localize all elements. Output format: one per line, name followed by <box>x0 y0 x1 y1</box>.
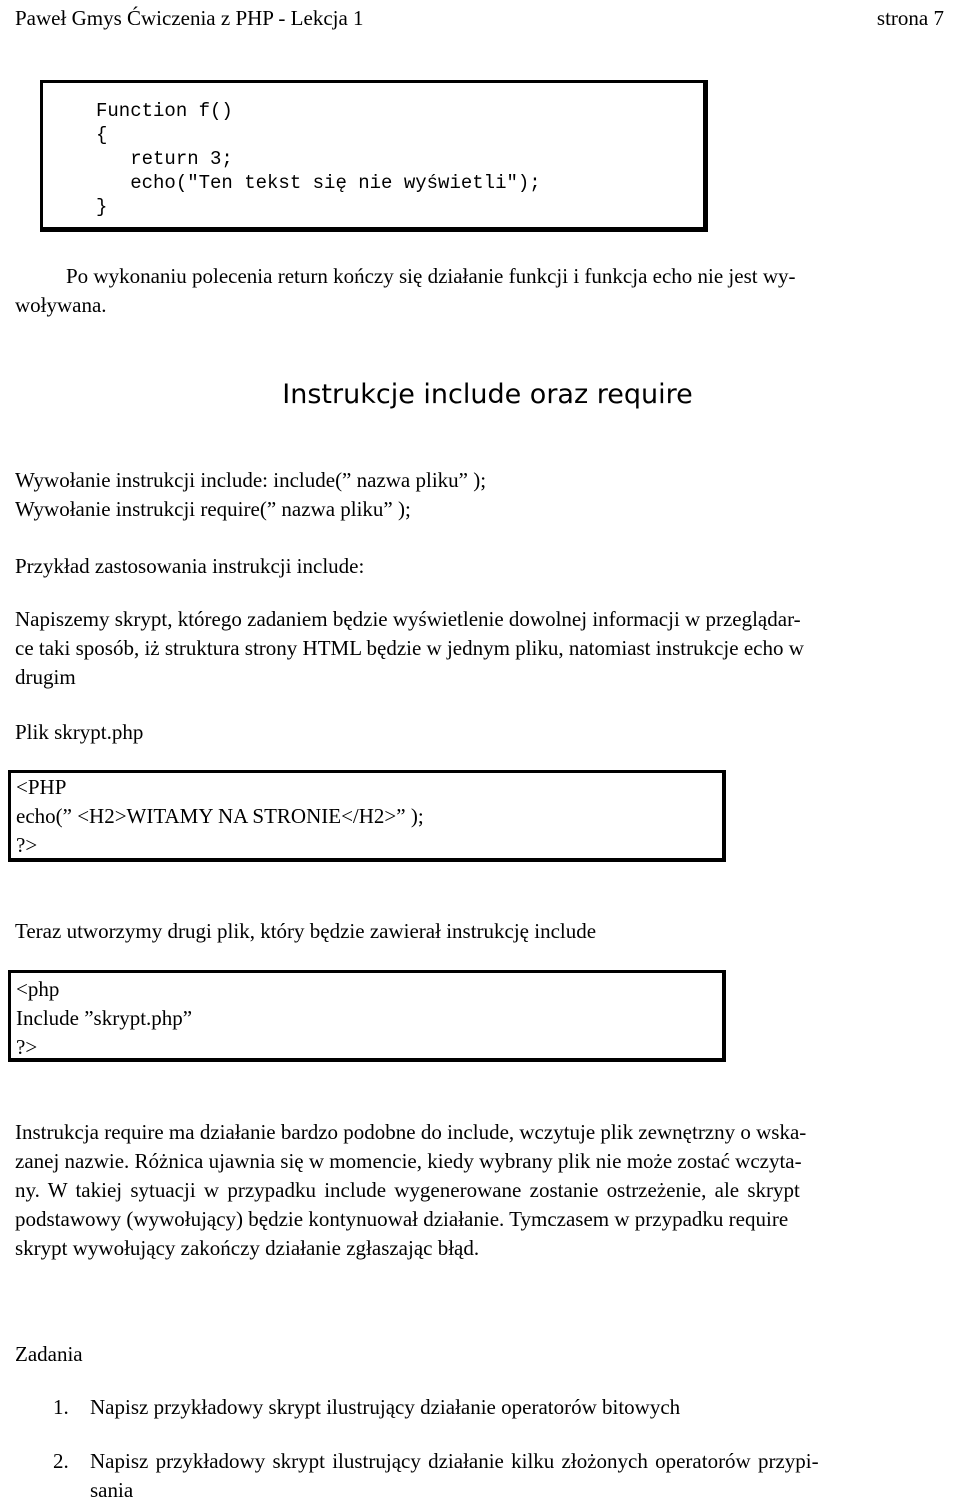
code-line: echo(” <H2>WITAMY NA STRONIE</H2>” ); <box>16 804 424 828</box>
return-note-line1: Po wykonaniu polecenia return kończy się działanie funkcji i funkcja echo nie jest wy- <box>66 264 796 288</box>
task-desc-line3: drugim <box>15 665 76 689</box>
require-desc-line5: skrypt wywołujący zakończy działanie zgłaszając błąd. <box>15 1236 480 1260</box>
task-desc-line1: Napiszemy skrypt, którego zadaniem będzie wyświetlenie dowolnej informacji w przeglądar- <box>15 607 801 631</box>
require-desc-line1: Instrukcja require ma działanie bardzo podobne do include, wczytuje plik zewnętrzny o wska- <box>15 1120 807 1144</box>
code-line: return 3; <box>96 148 233 170</box>
code-line: { <box>96 124 108 146</box>
include-syntax: Wywołanie instrukcji include: include(” nazwa pliku” ); <box>15 468 487 492</box>
require-desc-line2: zanej nazwie. Różnica ujawnia się w momencie, kiedy wybrany plik nie może zostać wczyta- <box>15 1149 802 1173</box>
task-number: 2. <box>53 1449 69 1473</box>
page-number: strona 7 <box>876 6 944 30</box>
code-block-include <box>8 970 726 1062</box>
task-desc-line2: ce taki sposób, iż struktura strony HTML będzie w jednym pliku, natomiast instrukcje echo w <box>15 636 804 660</box>
header-title: Paweł Gmys Ćwiczenia z PHP - Lekcja 1 <box>15 6 364 30</box>
section-title: Instrukcje include oraz require <box>282 379 693 410</box>
code-line: echo("Ten tekst się nie wyświetli"); <box>96 172 541 194</box>
file-label: Plik skrypt.php <box>15 720 144 744</box>
code-line: <PHP <box>16 775 67 799</box>
code-line: } <box>96 196 108 218</box>
code-block-skrypt <box>8 770 726 862</box>
require-desc-line3: ny. W takiej sytuacji w przypadku include wygenerowane zostanie ostrzeżenie, ale skrypt <box>15 1178 800 1202</box>
code-line: Function f() <box>96 100 233 122</box>
task-item-1: Napisz przykładowy skrypt ilustrujący działanie operatorów bitowych <box>90 1395 681 1419</box>
second-file-intro: Teraz utworzymy drugi plik, który będzie zawierał instrukcję include <box>15 919 597 943</box>
code-line: Include ”skrypt.php” <box>16 1006 193 1030</box>
task-number: 1. <box>53 1395 69 1419</box>
task-item-2: Napisz przykładowy skrypt ilustrujący działanie kilku złożonych operatorów przypi- <box>90 1449 819 1473</box>
code-line: ?> <box>16 1035 38 1059</box>
return-note-line2: woływana. <box>15 293 107 317</box>
code-block-function <box>40 80 708 232</box>
task-item-2-cont: sania <box>90 1478 134 1502</box>
example-intro: Przykład zastosowania instrukcji include: <box>15 554 365 578</box>
require-desc-line4: podstawowy (wywołujący) będzie kontynuował działanie. Tymczasem w przypadku require <box>15 1207 789 1231</box>
code-line: ?> <box>16 833 38 857</box>
code-line: <php <box>16 977 60 1001</box>
tasks-title: Zadania <box>15 1342 83 1366</box>
require-syntax: Wywołanie instrukcji require(” nazwa pliku” ); <box>15 497 411 521</box>
